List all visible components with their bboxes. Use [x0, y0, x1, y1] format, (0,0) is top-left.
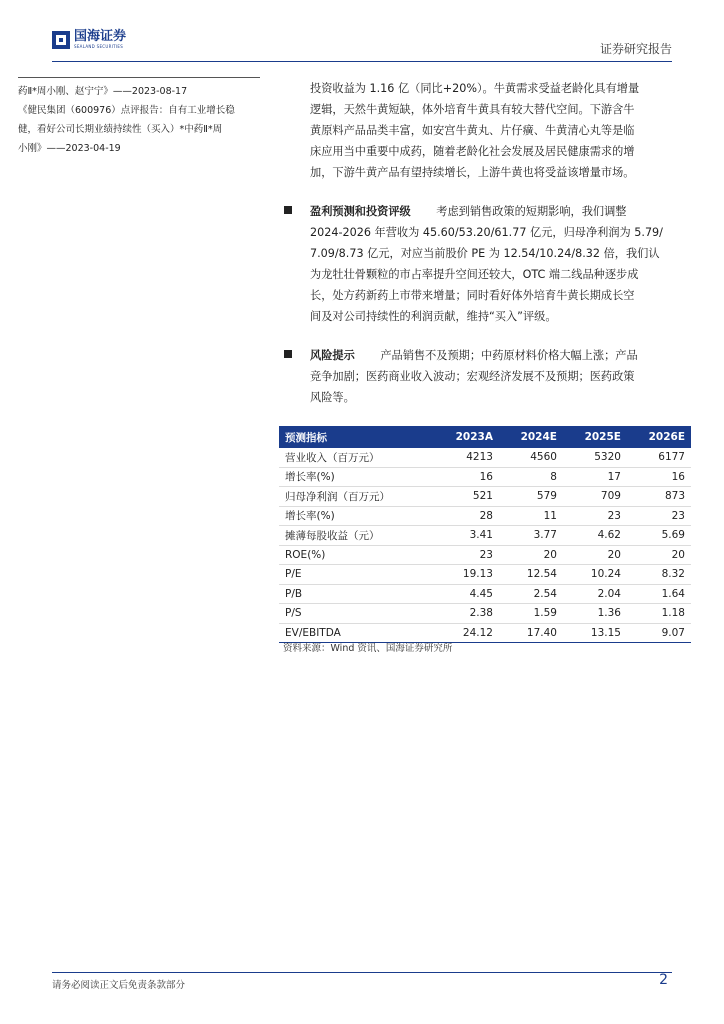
column-header: 2024E	[499, 426, 563, 448]
value-cell: 1.59	[499, 604, 563, 624]
row-label-cell: 归母净利润（百万元）	[279, 487, 434, 507]
body-line	[310, 201, 690, 222]
table-row	[279, 526, 691, 546]
row-label-cell: 增长率(%)	[279, 467, 434, 487]
value-cell: 4.62	[563, 526, 627, 546]
table-row	[279, 565, 691, 585]
body-line	[310, 345, 690, 366]
row-label-cell: 摊薄每股收益（元）	[279, 526, 434, 546]
value-cell: 2.38	[434, 604, 499, 624]
body-line: 竞争加剧；医药商业收入波动；宏观经济发展不及预期；医药政策	[310, 370, 635, 383]
related-report-line: 小刚》——2023-04-19	[18, 143, 121, 154]
forecast-section	[310, 201, 690, 327]
body-line: 投资收益为 1.16 亿（同比+20%）。牛黄需求受益老龄化具有增量	[310, 82, 640, 95]
value-cell: 17.40	[499, 623, 563, 643]
value-cell: 12.54	[499, 565, 563, 585]
square-bullet-icon	[284, 350, 292, 358]
page-header	[0, 0, 724, 70]
value-cell: 3.41	[434, 526, 499, 546]
value-cell: 20	[627, 545, 691, 565]
body-text: 产品销售不及预期；中药原材料价格大幅上涨；产品	[380, 349, 638, 362]
value-cell: 5320	[563, 448, 627, 467]
related-report-line: 健，看好公司长期业绩持续性（买入）*中药Ⅱ*周	[18, 124, 223, 135]
body-line: 黄原料产品品类丰富，如安宫牛黄丸、片仔癀、牛黄清心丸等是临	[310, 124, 635, 137]
value-cell: 4213	[434, 448, 499, 467]
value-cell: 13.15	[563, 623, 627, 643]
body-line: 床应用当中重要中成药，随着老龄化社会发展及居民健康需求的增	[310, 145, 635, 158]
company-logo	[52, 30, 126, 50]
row-label-cell: 增长率(%)	[279, 506, 434, 526]
value-cell: 20	[499, 545, 563, 565]
value-cell: 5.69	[627, 526, 691, 546]
value-cell: 10.24	[563, 565, 627, 585]
square-bullet-icon	[284, 206, 292, 214]
value-cell: 23	[563, 506, 627, 526]
value-cell: 4560	[499, 448, 563, 467]
table-row	[279, 584, 691, 604]
column-header: 2025E	[563, 426, 627, 448]
value-cell: 873	[627, 487, 691, 507]
risk-section	[310, 345, 690, 408]
value-cell: 579	[499, 487, 563, 507]
value-cell: 8	[499, 467, 563, 487]
table-row	[279, 487, 691, 507]
value-cell: 521	[434, 487, 499, 507]
table-row	[279, 467, 691, 487]
table-source-note: 资料来源：Wind 资讯、国海证券研究所	[283, 643, 453, 654]
value-cell: 16	[627, 467, 691, 487]
logo-name-en: SEALAND SECURITIES	[74, 44, 124, 49]
header-divider	[52, 61, 672, 62]
value-cell: 23	[627, 506, 691, 526]
logo-icon	[52, 31, 70, 49]
value-cell: 2.54	[499, 584, 563, 604]
main-content	[310, 78, 690, 408]
sidebar-divider	[18, 77, 260, 78]
row-label-cell: 营业收入（百万元）	[279, 448, 434, 467]
row-label-cell: EV/EBITDA	[279, 623, 434, 643]
value-cell: 19.13	[434, 565, 499, 585]
body-line: 逻辑，天然牛黄短缺，体外培育牛黄具有较大替代空间。下游含牛	[310, 103, 635, 116]
column-header: 预测指标	[279, 426, 434, 448]
footer-disclaimer: 请务必阅读正文后免责条款部分	[52, 980, 186, 991]
table-row	[279, 604, 691, 624]
body-line: 2024-2026 年营收为 45.60/53.20/61.77 亿元，归母净利润为 5.79/	[310, 226, 663, 239]
page-number: 2	[659, 972, 668, 988]
related-report-line: 药Ⅱ*周小刚、赵宁宁》——2023-08-17	[18, 86, 188, 97]
body-line: 7.09/8.73 亿元，对应当前股价 PE 为 12.54/10.24/8.32 倍，我们认	[310, 247, 660, 260]
value-cell: 3.77	[499, 526, 563, 546]
row-label-cell: P/B	[279, 584, 434, 604]
forecast-heading: 盈利预测和投资评级	[310, 205, 411, 218]
body-line: 间及对公司持续性的利润贡献，维持“买入”评级。	[310, 310, 557, 323]
value-cell: 709	[563, 487, 627, 507]
column-header: 2026E	[627, 426, 691, 448]
logo-name-cn: 国海证券	[74, 29, 127, 44]
value-cell: 1.64	[627, 584, 691, 604]
row-label-cell: P/S	[279, 604, 434, 624]
table-header-row	[279, 426, 691, 448]
body-line: 风险等。	[310, 391, 355, 404]
value-cell: 1.36	[563, 604, 627, 624]
value-cell: 1.18	[627, 604, 691, 624]
risk-heading: 风险提示	[310, 349, 355, 362]
report-type-label: 证券研究报告	[599, 42, 672, 56]
column-header: 2023A	[434, 426, 499, 448]
value-cell: 23	[434, 545, 499, 565]
value-cell: 16	[434, 467, 499, 487]
value-cell: 8.32	[627, 565, 691, 585]
value-cell: 4.45	[434, 584, 499, 604]
value-cell: 24.12	[434, 623, 499, 643]
row-label-cell: ROE(%)	[279, 545, 434, 565]
value-cell: 6177	[627, 448, 691, 467]
value-cell: 2.04	[563, 584, 627, 604]
body-line: 为龙牡壮骨颗粒的市占率提升空间还较大，OTC 端二线品种逐步成	[310, 268, 639, 281]
related-reports-sidebar	[18, 77, 260, 158]
value-cell: 9.07	[627, 623, 691, 643]
related-report-line: 《健民集团（600976）点评报告：自有工业增长稳	[18, 105, 235, 116]
value-cell: 28	[434, 506, 499, 526]
table-row	[279, 448, 691, 467]
value-cell: 20	[563, 545, 627, 565]
table-row	[279, 545, 691, 565]
table-row	[279, 506, 691, 526]
row-label-cell: P/E	[279, 565, 434, 585]
body-line: 加，下游牛黄产品有望持续增长，上游牛黄也将受益该增量市场。	[310, 166, 635, 179]
value-cell: 17	[563, 467, 627, 487]
body-text: 考虑到销售政策的短期影响，我们调整	[436, 205, 627, 218]
value-cell: 11	[499, 506, 563, 526]
forecast-table	[279, 426, 691, 643]
footer-divider	[52, 972, 672, 973]
intro-paragraph	[310, 78, 690, 183]
body-line: 长，处方药新药上市带来增量；同时看好体外培育牛黄长期成长空	[310, 289, 635, 302]
